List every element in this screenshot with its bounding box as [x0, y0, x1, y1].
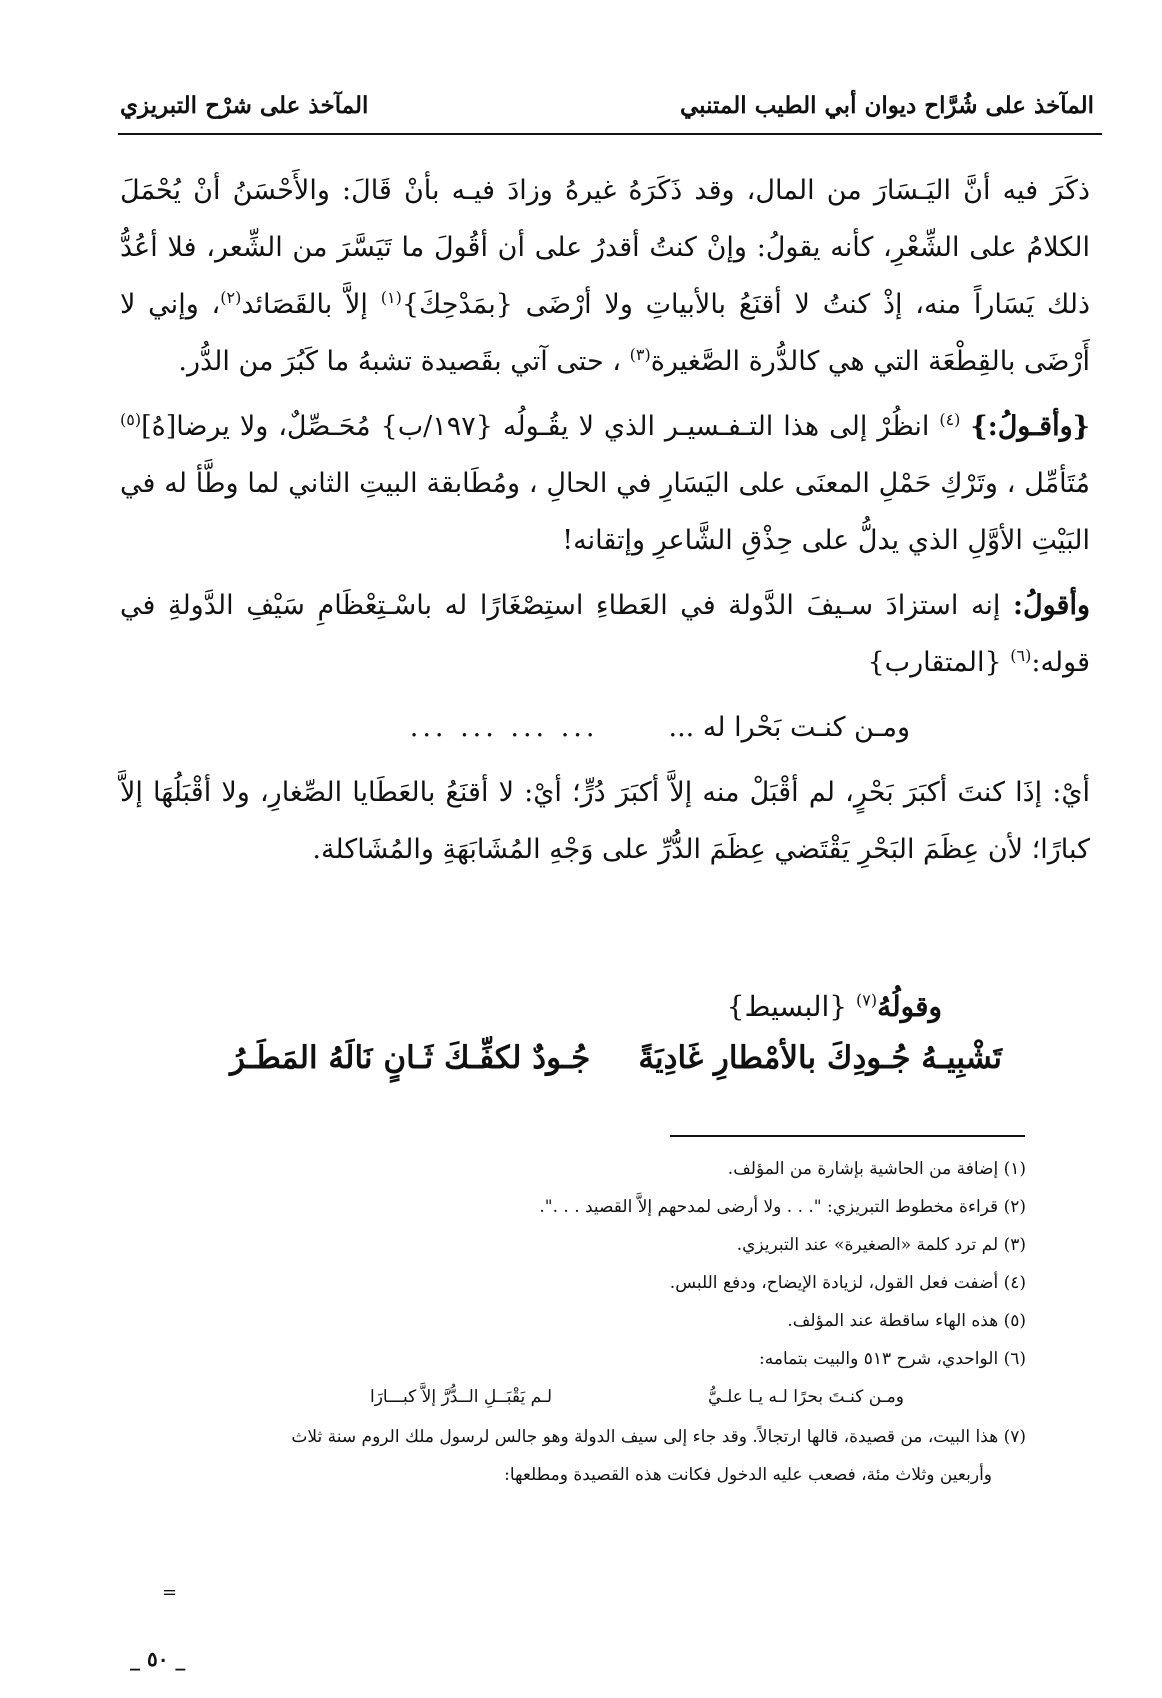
footnote-ref-7[interactable]: (٧): [855, 990, 878, 1010]
quoted-hemistich-ellipsis: ... ... ... ...: [409, 712, 599, 743]
paragraph-1-text-b: إلاَّ بالقَصَائد: [241, 289, 381, 320]
header-rule: [118, 133, 1102, 135]
footnote-6: (٦) الواحدي، شرح ٥١٣ والبيت بتمامه:: [759, 1349, 1026, 1369]
continuation-mark: =: [162, 1582, 178, 1603]
running-header-section-title: المآخذ على شرْح التبريزي: [120, 92, 369, 119]
footnote-2: (٢) قراءة مخطوط التبريزي: ". . . ولا أرضى لمدحهم إلاَّ القصيد . . .".: [539, 1197, 1026, 1217]
verse-meter: {البسيط}: [726, 990, 848, 1023]
footnote-ref-3[interactable]: (٣): [629, 345, 651, 364]
footnote-3: (٣) لم ترد كلمة «الصغيرة» عند التبريزي.: [736, 1235, 1026, 1255]
footnote-5: (٥) هذه الهاء ساقطة عند المؤلف.: [787, 1311, 1026, 1331]
main-text: [120, 162, 1090, 886]
footnote-ref-4[interactable]: (٤): [939, 410, 961, 429]
footnote-ref-6[interactable]: (٦): [1010, 646, 1032, 665]
footnote-ref-1[interactable]: (١): [380, 288, 402, 307]
paragraph-1-text-c: ، وإني لا أَرْضَى بالقِطْعَة التي هي كالدُّرة الصَّغيرة: [120, 289, 1090, 377]
paragraph-4: أيْ: إذَا كنتَ أكبَرَ بَحْرٍ، لم أقْبَلْ منه إلاَّ أكبَرَ دُرٍّ؛ أيْ: لا أقنَعُ بالعَطَايا الصِّغارِ، ولا أقْبَلُهَا إلاَّ كبارًا؛ لأن عِظَمَ البَحْرِ يَقْتَضي عِظَمَ الدُّرِّ على وَجْهِ المُشَابَهَةِ والمُشَاكلة.: [120, 777, 1090, 865]
footnote-6-verse: [370, 1378, 904, 1418]
footnote-ref-5[interactable]: (٥): [120, 410, 142, 429]
verse-first-hemistich: تَشْبِيـهُ جُـودِكَ بالأمْطارِ غَادِيَةً: [638, 1040, 1002, 1076]
paragraph-2-text-b: مُتَأمِّل ، وتَرْكِ حَمْلِ المعنَى على اليَسَارِ في الحالِ ، ومُطَابقة البيتِ الثاني لما وطَّأ له في البَيْتِ الأوَّلِ الذي يدلُّ على حِذْقِ الشَّاعرِ وإتقانه!: [120, 468, 1090, 556]
paragraph-3-text-a: إنه استزادَ سـيفَ الدَّولة في العَطاءِ استِصْغَارًا له باسْـتِعْظَامِ سَيْفِ الدَّولةِ في قوله:: [120, 590, 1090, 678]
verse-intro: وقولُهُ: [877, 990, 942, 1023]
footnote-7: (٧) هذا البيت، من قصيدة، قالها ارتجالاً. وقد جاء إلى سيف الدولة وهو جالس لرسول ملك الروم سنة ثلاث: [291, 1427, 1026, 1447]
footnote-7-continued: وأربعين وثلاث مئة، فصعب عليه الدخول فكانت هذه القصيدة ومطلعها:: [504, 1465, 992, 1485]
page-number: _ ٥٠ _: [130, 1647, 186, 1671]
footnote-4: (٤) أضفت فعل القول، لزيادة الإيضاح، ودفع اللبس.: [669, 1273, 1026, 1293]
paragraph-3-label: وأقولُ:: [1013, 590, 1090, 621]
footnote-1: (١) إضافة من الحاشية بإشارة من المؤلف.: [727, 1159, 1026, 1179]
paragraph-2-text-a: انظُرْ إلى هذا التـفـسيـر الذي لا يقُـولُه {١٩٧/ب} مُحَـصِّلٌ، ولا يرضا[هُ]: [141, 411, 940, 442]
footnote-6-verse-first-hemistich: ومـن كنـتَ بحرًا لـه يـا علـيُّ: [707, 1387, 904, 1407]
footnotes: [130, 1150, 1026, 1494]
paragraph-2-label: {وأقـولُ:}: [970, 411, 1090, 442]
quoted-hemistich: [120, 699, 1090, 756]
footnote-6-verse-second-hemistich: لـم يَقْبَــلِ الــدُّرَّ إلاَّ كبـــارَا: [370, 1387, 553, 1407]
poem-verse: [230, 1040, 1002, 1090]
paragraph-3-meter: {المتقارب}: [867, 647, 1011, 678]
verse-heading: [727, 990, 942, 1023]
paragraph-3: [120, 577, 1090, 691]
paragraph-1: [120, 162, 1090, 390]
paragraph-1-text-a: ذكَرَ فيه أنَّ اليَـسَارَ من المال، وقد ذَكَرَهُ غيرهُ وزادَ فيـه بأنْ قَالَ: والأَحْسَنُ أنْ يُحْمَلَ الكلامُ على الشِّعْرِ، كأنه يقولُ: وإنْ كنتُ أقدرُ على أن أقُولَ ما تَيَسَّرَ من الشِّعر، فلا أعُدُّ ذلك يَسَاراً منه، إذْ كنتُ لا أقنَعُ بالأبياتِ ولا أرْضَى {بمَدْحِكَ}: [120, 175, 1090, 320]
paragraph-2: [120, 398, 1090, 569]
footnote-ref-2[interactable]: (٢): [220, 288, 242, 307]
quoted-hemistich-text: ومـن كنـت بَحْرا له ...: [668, 712, 910, 743]
paragraph-1-text-d: ، حتى آتي بقَصيدة تشبهُ ما كَبُرَ من الدُّر.: [178, 346, 630, 377]
footnote-rule: [670, 1135, 1025, 1137]
verse-second-hemistich: جُـودٌ لكفِّـكَ ثَـانٍ نَالَهُ المَطَـرُ: [230, 1040, 591, 1076]
running-header-book-title: المآخذ على شُرَّاح ديوان أبي الطيب المتنبي: [680, 92, 1094, 119]
